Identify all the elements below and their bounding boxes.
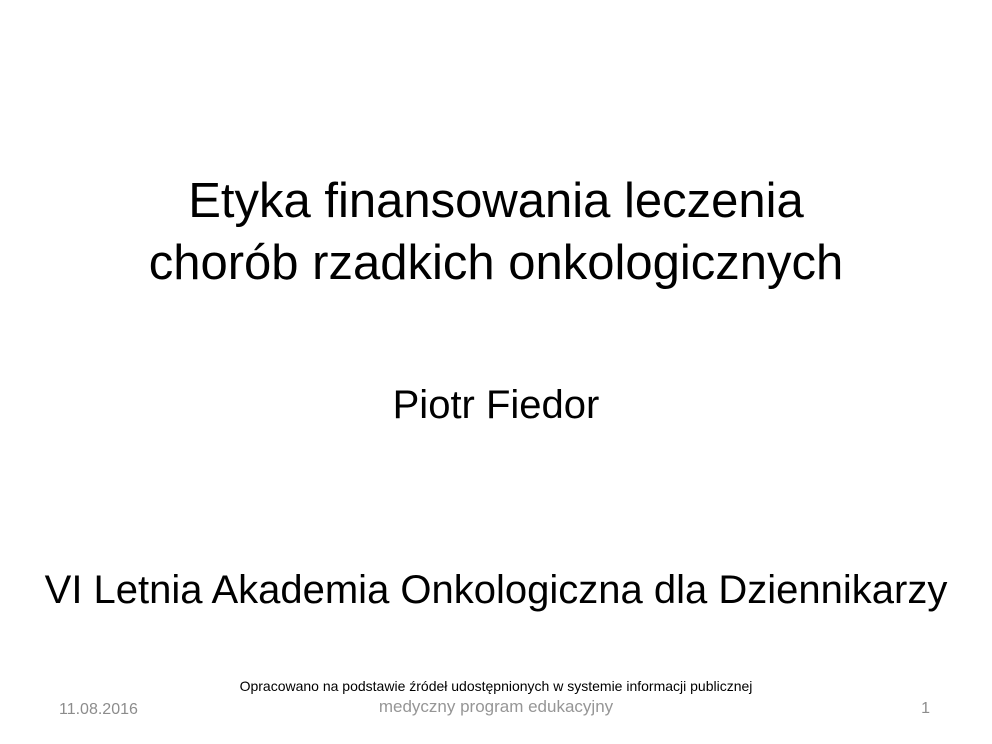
slide-title-line2: chorób rzadkich onkologicznych bbox=[148, 236, 844, 290]
footer-program-label: medyczny program edukacyjny bbox=[378, 697, 614, 716]
slide-page-number: 1 bbox=[921, 700, 930, 717]
slide-title-line1: Etyka finansowania leczenia bbox=[188, 174, 804, 228]
slide-title bbox=[0, 170, 992, 294]
footer-source-note: Opracowano na podstawie źródeł udostępnionych w systemie informacji publicznej bbox=[239, 678, 753, 694]
slide-date: 11.08.2016 bbox=[59, 701, 138, 718]
author-name: Piotr Fiedor bbox=[392, 383, 600, 427]
event-title: VI Letnia Akademia Onkologiczna dla Dziennikarzy bbox=[44, 568, 948, 612]
